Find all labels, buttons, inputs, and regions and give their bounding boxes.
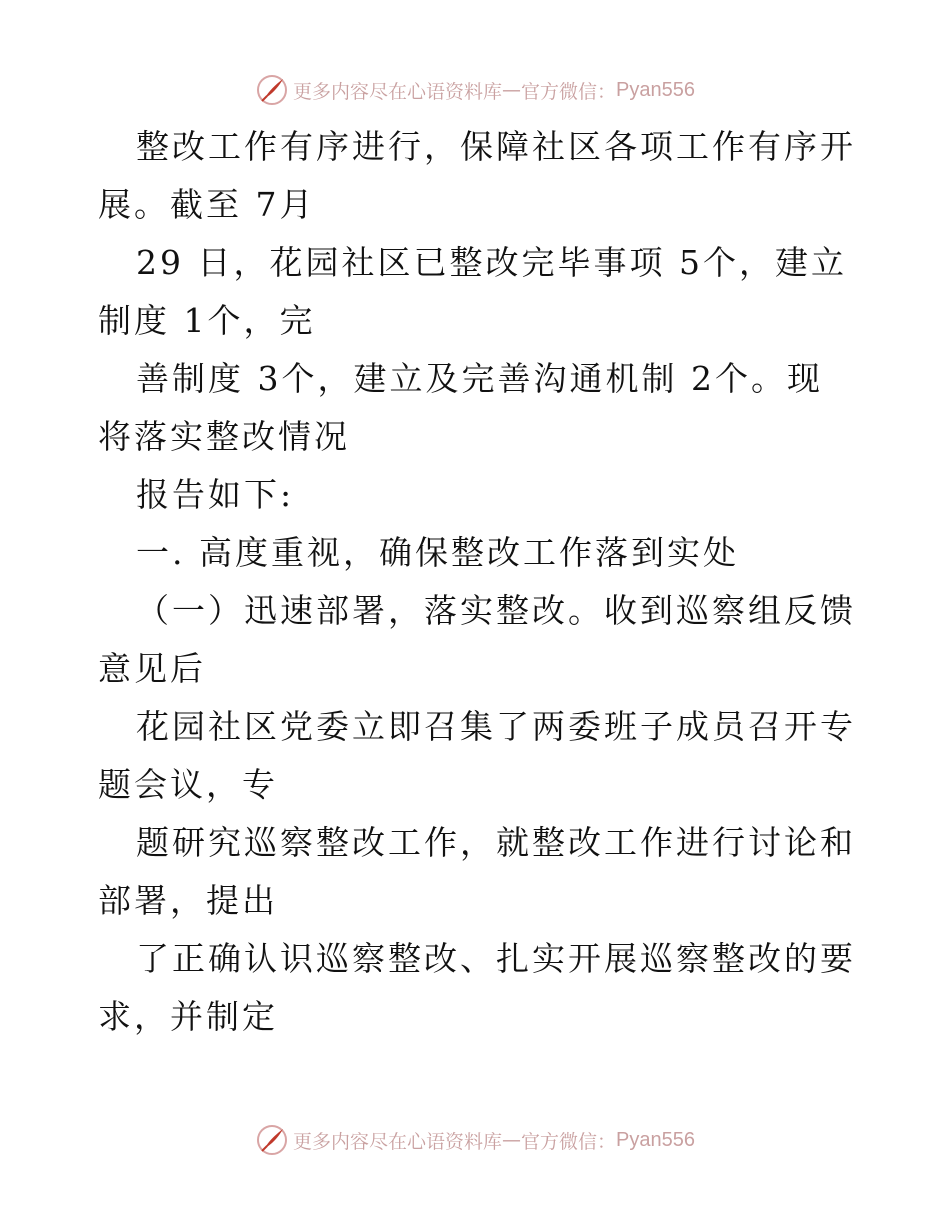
quill-pen-icon — [255, 1123, 289, 1157]
document-body — [98, 118, 858, 1046]
footer-wechat-label: 官方微信： — [521, 1130, 617, 1153]
header-account: Pyan556 — [616, 78, 695, 101]
header-banner — [0, 70, 950, 110]
footer-account: Pyan556 — [616, 1128, 695, 1151]
paragraph: （一）迅速部署，落实整改。收到巡察组反馈意见后 — [98, 591, 856, 688]
paragraph: 29 日，花园社区已整改完毕事项 5个，建立制度 1个，完 — [98, 243, 847, 340]
paragraph: 报告如下: — [136, 475, 295, 514]
quill-pen-icon — [255, 73, 289, 107]
section-heading: 一. 高度重视，确保整改工作落到实处 — [136, 533, 739, 572]
header-wechat-label: 官方微信： — [521, 80, 617, 103]
footer-separator: — — [502, 1129, 522, 1151]
paragraph: 善制度 3个，建立及完善沟通机制 2个。现将落实整改情况 — [98, 359, 823, 456]
paragraph: 了正确认识巡察整改、扎实开展巡察整改的要求，并制定 — [98, 939, 856, 1036]
header-separator: — — [502, 79, 522, 101]
paragraph: 整改工作有序进行，保障社区各项工作有序开展。截至 7月 — [98, 127, 856, 224]
footer-brand: 更多内容尽在心语资料库 — [293, 1130, 503, 1153]
paragraph: 题研究巡察整改工作，就整改工作进行讨论和部署，提出 — [98, 823, 856, 920]
paragraph: 花园社区党委立即召集了两委班子成员召开专题会议，专 — [98, 707, 856, 804]
footer-banner — [0, 1120, 950, 1160]
header-brand: 更多内容尽在心语资料库 — [293, 80, 503, 103]
